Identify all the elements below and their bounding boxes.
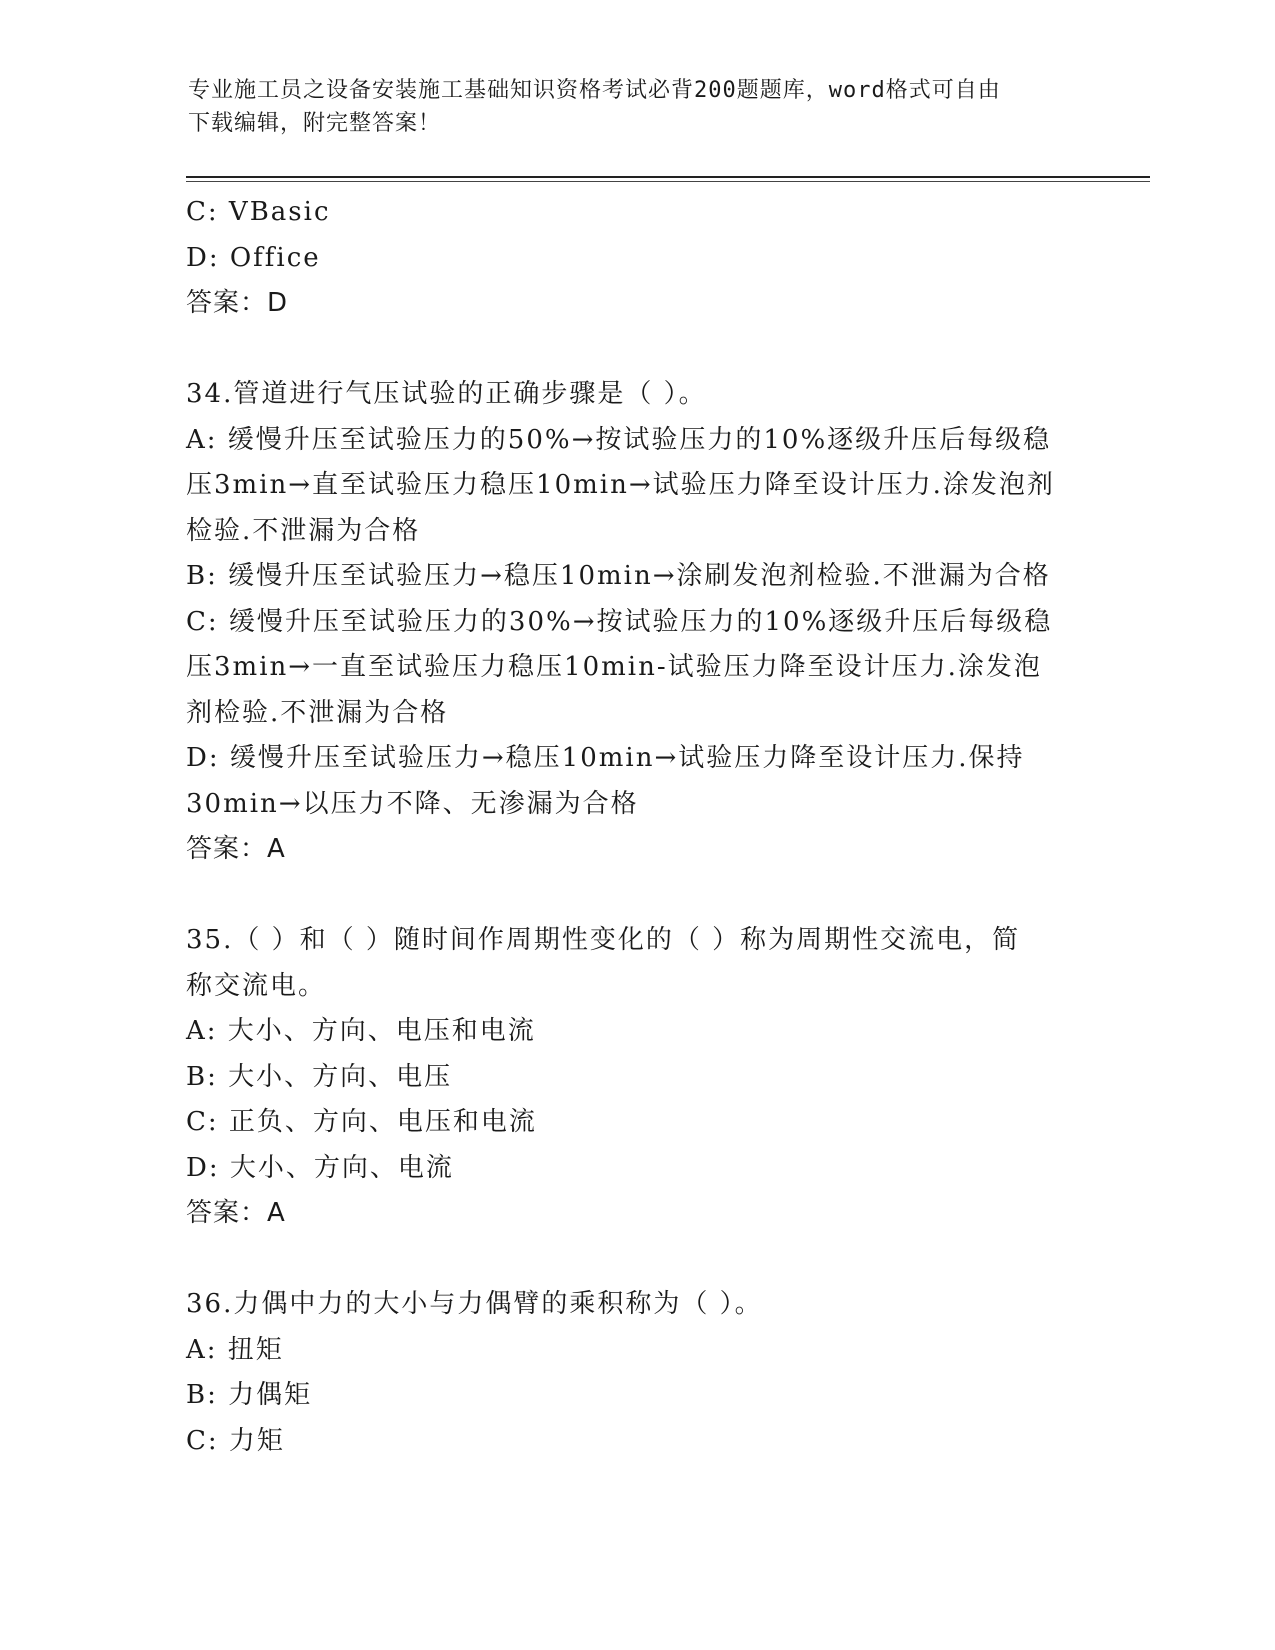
q36-option-c: C: 力矩 [186, 1425, 285, 1456]
q35-stem-line2: 称交流电。 [186, 970, 327, 1001]
header-rule-thin [186, 181, 1150, 182]
header-rule-thick [186, 176, 1150, 178]
q34-option-c-line3: 剂检验.不泄漏为合格 [186, 697, 449, 728]
q34-option-a-line1: A: 缓慢升压至试验压力的50%→按试验压力的10%逐级升压后每级稳 [186, 424, 1052, 455]
q34-option-c-line2: 压3min→一直至试验压力稳压10min-试验压力降至设计压力.涂发泡 [186, 652, 1042, 682]
q35-option-a: A: 大小、方向、电压和电流 [186, 1016, 536, 1046]
q36-stem: 36.力偶中力的大小与力偶臂的乘积称为（ ）。 [186, 1289, 763, 1319]
q34-option-d-line1: D: 缓慢升压至试验压力→稳压10min→试验压力降至设计压力.保持 [186, 743, 1025, 773]
spacer [186, 1237, 1086, 1283]
prev-answer: 答案：D [186, 288, 289, 318]
q35-option-d: D: 大小、方向、电流 [186, 1152, 454, 1183]
prev-option-c: C: VBasic [186, 197, 331, 227]
page-header [188, 74, 1068, 140]
q34-option-a-line2: 压3min→直至试验压力稳压10min→试验压力降至设计压力.涂发泡剂 [186, 470, 1055, 500]
q35-stem-line1: 35.（ ）和（ ）随时间作周期性变化的（ ）称为周期性交流电，简 [186, 925, 1021, 955]
question-content [186, 190, 1086, 1464]
q34-answer: 答案：A [186, 834, 286, 864]
q35-answer: 答案：A [186, 1198, 286, 1228]
q36-option-a: A: 扭矩 [186, 1334, 284, 1365]
q34-option-d-line2: 30min→以压力不降、无渗漏为合格 [186, 788, 639, 819]
q35-option-c: C: 正负、方向、电压和电流 [186, 1107, 537, 1137]
q34-option-b: B: 缓慢升压至试验压力→稳压10min→涂刷发泡剂检验.不泄漏为合格 [186, 561, 1051, 591]
q36-option-b: B: 力偶矩 [186, 1380, 313, 1410]
q34-option-c-line1: C: 缓慢升压至试验压力的30%→按试验压力的10%逐级升压后每级稳 [186, 606, 1053, 637]
q34-option-a-line3: 检验.不泄漏为合格 [186, 515, 421, 546]
header-line-2: 下载编辑，附完整答案！ [188, 111, 442, 136]
q34-stem: 34.管道进行气压试验的正确步骤是（ ）。 [186, 379, 707, 409]
header-line-1: 专业施工员之设备安装施工基础知识资格考试必背200题题库，word格式可自由 [188, 78, 1001, 103]
spacer [186, 873, 1086, 919]
q35-option-b: B: 大小、方向、电压 [186, 1061, 453, 1092]
spacer [186, 327, 1086, 373]
prev-option-d: D: Office [186, 242, 321, 273]
